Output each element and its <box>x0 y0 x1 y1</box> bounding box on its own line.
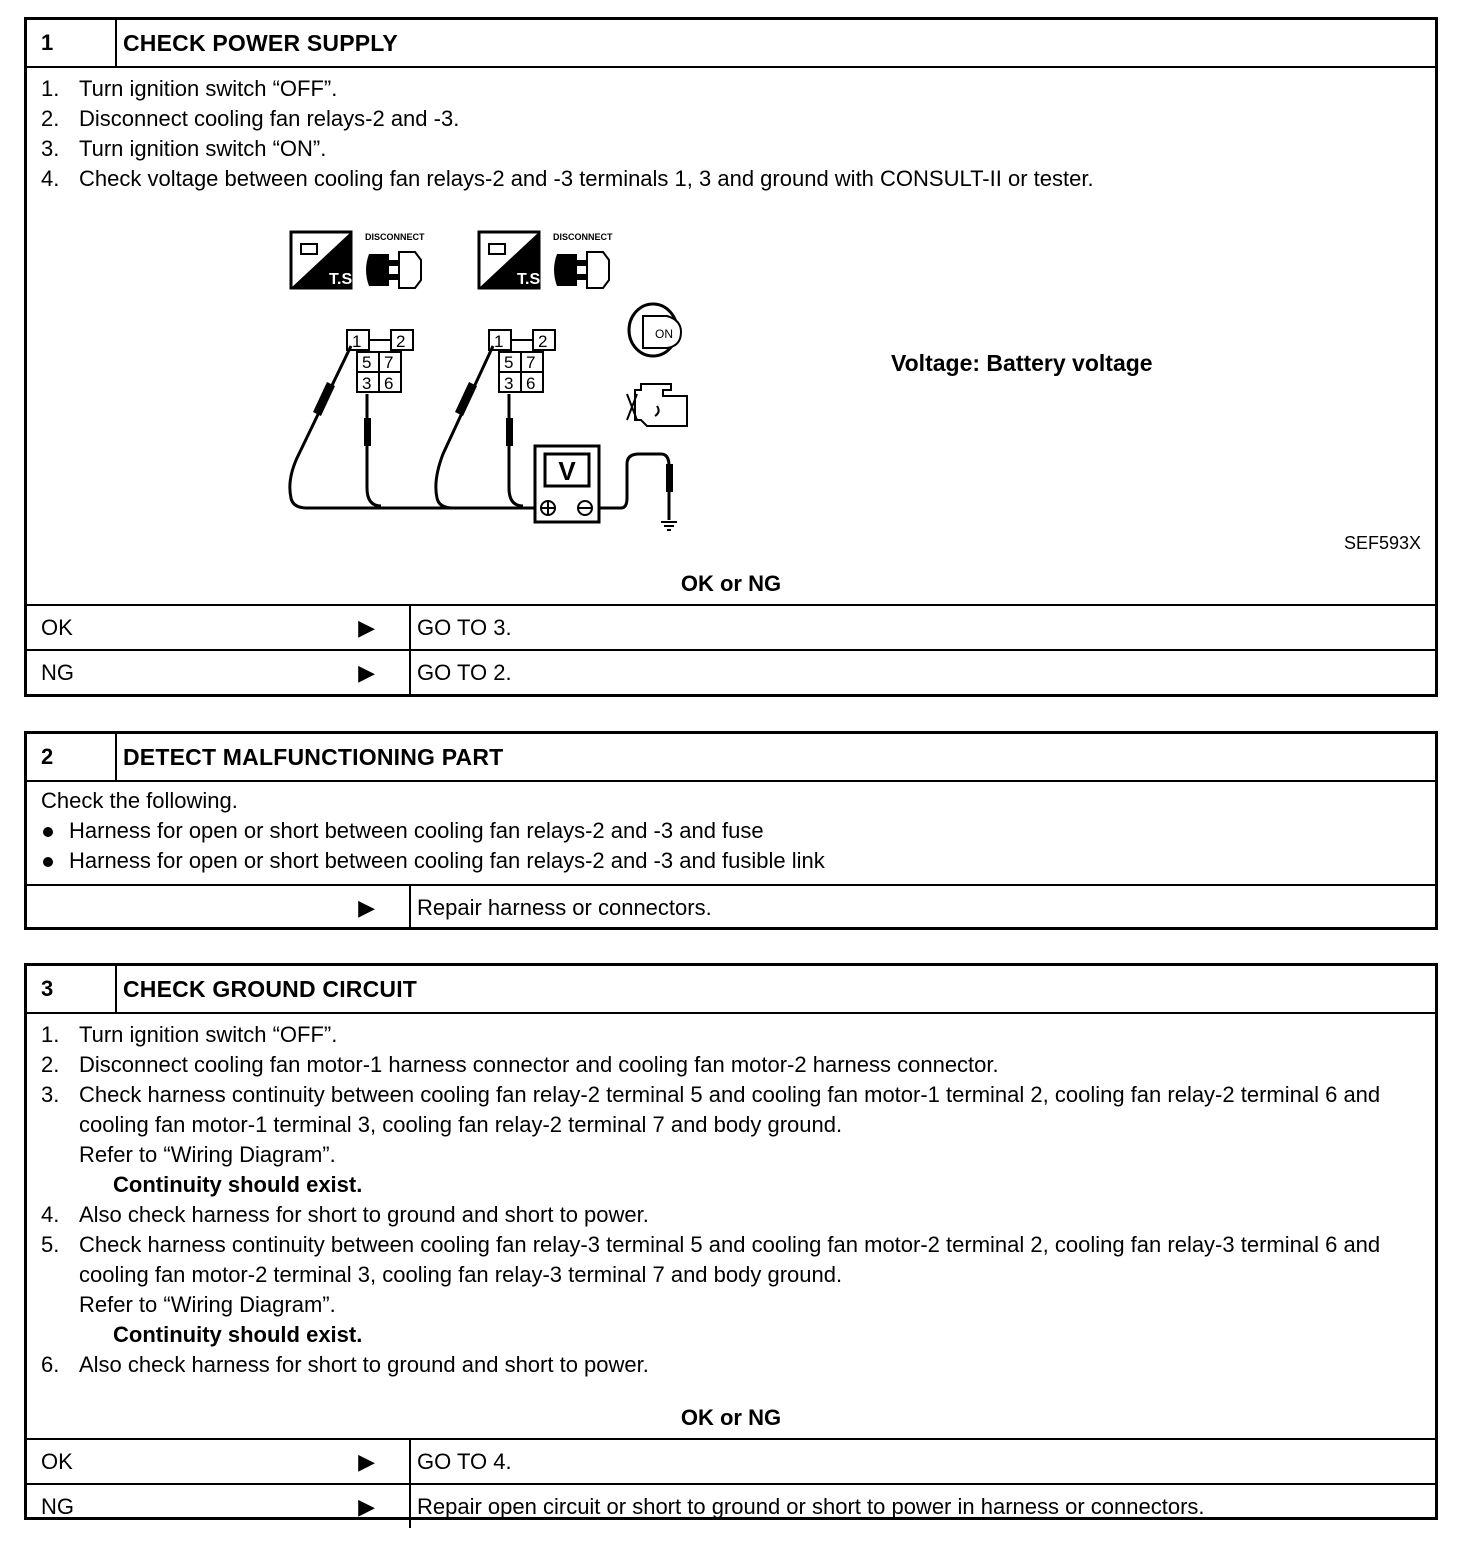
svg-text:3: 3 <box>362 374 372 393</box>
step-2-box <box>24 731 1438 930</box>
arrow-right-icon: ▶ <box>358 660 375 685</box>
spec-continuity: Continuity should exist. <box>113 1322 363 1347</box>
bullet-icon <box>43 857 53 867</box>
result-action: Repair open circuit or short to ground or short to power in harness or connectors. <box>417 1494 1205 1519</box>
relay-connector <box>489 330 555 393</box>
result-action: Repair harness or connectors. <box>417 895 712 920</box>
svg-text:2: 2 <box>396 332 406 351</box>
svg-text:6: 6 <box>384 374 394 393</box>
disconnect-icon <box>553 232 613 288</box>
instruction-item: 6. Also check harness for short to ground and short to power. <box>41 1352 649 1377</box>
instruction-item: 3. Check harness continuity between cooling fan relay-2 terminal 5 and cooling fan motor-1 terminal 2, cooling fan relay-2 terminal 6 and cooling fan motor-1 terminal 3, cooling fan relay-2 terminal 7 and body ground. Refer to “Wiring Diagram”. Continuity should exist. <box>41 1080 1421 1200</box>
result-row-ng <box>27 1483 1435 1528</box>
instruction-item: 3. Turn ignition switch “ON”. <box>41 136 327 161</box>
svg-text:6: 6 <box>526 374 536 393</box>
result-condition: OK <box>41 1449 73 1474</box>
step-number: 3 <box>27 966 117 1012</box>
instruction-item: 4. Check voltage between cooling fan relays-2 and -3 terminals 1, 3 and ground with CONSULT-II or tester. <box>41 166 1094 191</box>
svg-text:1: 1 <box>352 332 362 351</box>
step-3-body <box>27 1014 1435 1398</box>
spec-continuity: Continuity should exist. <box>113 1172 363 1197</box>
svg-text:ON: ON <box>655 327 673 341</box>
figure-id: SEF593X <box>1343 533 1421 553</box>
intro-text: Check the following. <box>41 788 238 813</box>
ignition-on-icon <box>629 304 681 356</box>
step-number: 2 <box>27 734 117 780</box>
result-condition: OK <box>41 615 73 640</box>
result-row-ok <box>27 1438 1435 1483</box>
verdict-label: OK or NG <box>680 1405 782 1430</box>
instruction-item: 1. Turn ignition switch “OFF”. <box>41 76 338 101</box>
ground-icon <box>661 522 677 530</box>
result-row-ng <box>27 649 1435 694</box>
probe-wires <box>290 346 669 520</box>
check-item: Harness for open or short between cooling fan relays-2 and -3 and fusible link <box>41 846 1421 876</box>
result-action: GO TO 3. <box>417 615 512 640</box>
verdict-label: OK or NG <box>680 571 782 596</box>
svg-text:7: 7 <box>384 353 394 372</box>
check-list <box>41 816 1421 876</box>
reference-text: Refer to “Wiring Diagram”. <box>79 1292 336 1317</box>
voltmeter-icon <box>535 446 599 522</box>
svg-text:DISCONNECT: DISCONNECT <box>553 232 613 242</box>
disconnect-icon <box>365 232 425 288</box>
check-item: Harness for open or short between cooling fan relays-2 and -3 and fuse <box>41 816 1421 846</box>
svg-text:2: 2 <box>538 332 548 351</box>
step-title: DETECT MALFUNCTIONING PART <box>123 744 504 770</box>
step-1-header <box>27 20 1435 68</box>
instruction-item: 2. Disconnect cooling fan relays-2 and -3. <box>41 106 460 131</box>
svg-text:V: V <box>558 456 576 486</box>
arrow-right-icon: ▶ <box>358 1449 375 1474</box>
result-row <box>27 884 1435 929</box>
spec-voltage: Voltage: Battery voltage <box>891 350 1153 376</box>
svg-text:7: 7 <box>526 353 536 372</box>
arrow-right-icon: ▶ <box>358 1494 375 1519</box>
result-condition: NG <box>41 660 74 685</box>
instruction-item: 4. Also check harness for short to ground and short to power. <box>41 1202 649 1227</box>
svg-text:5: 5 <box>504 353 514 372</box>
step-1-body <box>27 68 1435 564</box>
test-diagram <box>277 218 717 538</box>
instruction-list <box>41 74 1421 194</box>
instruction-item: 2. Disconnect cooling fan motor-1 harness connector and cooling fan motor-2 harness connector. <box>41 1052 999 1077</box>
ts-icon <box>479 232 545 288</box>
step-3-box <box>24 963 1438 1520</box>
step-3-header <box>27 966 1435 1014</box>
svg-text:DISCONNECT: DISCONNECT <box>365 232 425 242</box>
bullet-icon <box>43 827 53 837</box>
result-row-ok <box>27 604 1435 649</box>
step-title: CHECK POWER SUPPLY <box>123 30 398 56</box>
relay-connector <box>347 330 413 393</box>
svg-text:1: 1 <box>494 332 504 351</box>
result-action: GO TO 2. <box>417 660 512 685</box>
step-2-body <box>27 782 1435 884</box>
svg-text:T.S.: T.S. <box>329 271 357 288</box>
ts-icon <box>291 232 357 288</box>
step-1-box <box>24 17 1438 697</box>
engine-icon <box>627 384 687 426</box>
svg-text:5: 5 <box>362 353 372 372</box>
instruction-item: 1. Turn ignition switch “OFF”. <box>41 1022 338 1047</box>
step-2-header <box>27 734 1435 782</box>
instruction-list <box>41 1020 1421 1380</box>
result-action: GO TO 4. <box>417 1449 512 1474</box>
instruction-item: 5. Check harness continuity between cooling fan relay-3 terminal 5 and cooling fan motor-2 terminal 2, cooling fan relay-3 terminal 6 and cooling fan motor-2 terminal 3, cooling fan relay-3 terminal 7 and body ground. Refer to “Wiring Diagram”. Continuity should exist. <box>41 1230 1421 1350</box>
arrow-right-icon: ▶ <box>358 615 375 640</box>
svg-text:T.S.: T.S. <box>517 271 545 288</box>
step-number: 1 <box>27 20 117 66</box>
result-condition: NG <box>41 1494 74 1519</box>
svg-text:3: 3 <box>504 374 514 393</box>
arrow-right-icon: ▶ <box>358 895 375 920</box>
reference-text: Refer to “Wiring Diagram”. <box>79 1142 336 1167</box>
step-title: CHECK GROUND CIRCUIT <box>123 976 418 1002</box>
